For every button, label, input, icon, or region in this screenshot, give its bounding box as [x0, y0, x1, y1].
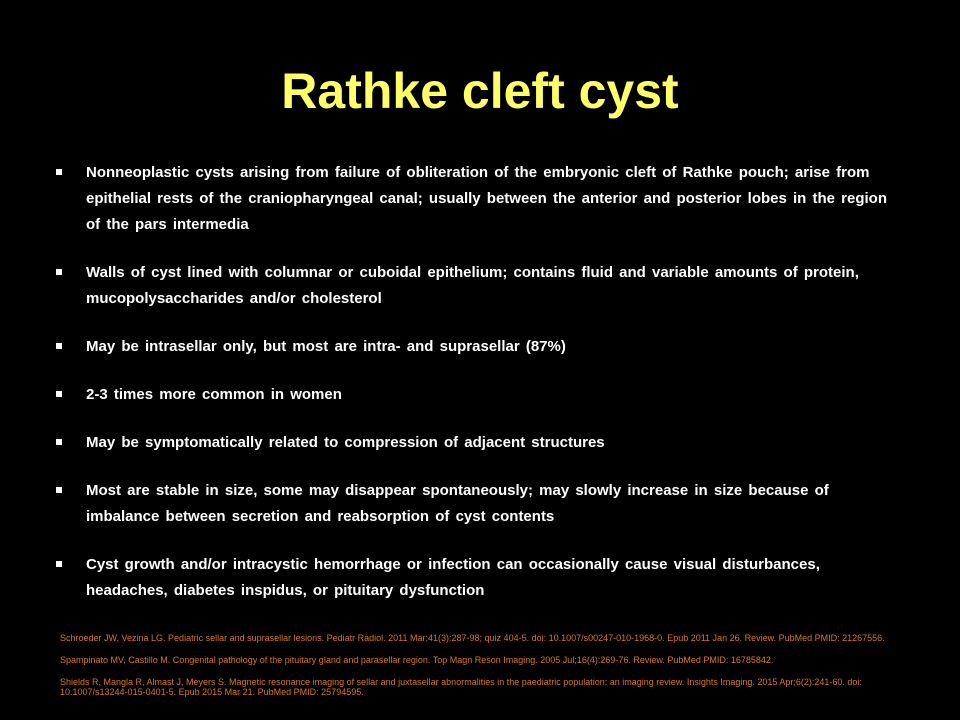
reference-item: Shields R, Mangla R, Almast J, Meyers S. Magnetic resonance imaging of sellar and juxtasellar abnormalities in the paediatric population: an imaging review. Insights Imaging. 2015 Apr;6(2):241-60. doi: 10.1007/s13244-015-0401-5. Epub 2015 Mar 21. PubMed PMID: 25794595.: [60, 677, 862, 697]
square-bullet-icon: [56, 169, 62, 175]
bullet-item: [50, 478, 900, 530]
bullet-item: [50, 334, 900, 360]
square-bullet-icon: [56, 269, 62, 275]
bullet-item: [50, 260, 900, 312]
bullet-text: Cyst growth and/or intracystic hemorrhage or infection can occasionally cause visual disturbances, headaches, diabetes inspidus, or pituitary dysfunction: [86, 556, 820, 599]
square-bullet-icon: [56, 561, 62, 567]
square-bullet-icon: [56, 343, 62, 349]
bullet-text: Walls of cyst lined with columnar or cuboidal epithelium; contains fluid and variable amounts of protein, mucopolysaccharides and/or cholesterol: [86, 264, 859, 307]
square-bullet-icon: [56, 439, 62, 445]
bullet-text: May be intrasellar only, but most are intra- and suprasellar (87%): [86, 338, 566, 355]
bullet-item: [50, 552, 900, 604]
reference-item: Schroeder JW, Vezina LG. Pediatric sellar and suprasellar lesions. Pediatr Radiol. 2011 Mar;41(3):287-98; quiz 404-5. doi: 10.1007/s00247-010-1968-0. Epub 2011 Jan 26. Review. PubMed PMID: 21267556.: [60, 633, 885, 643]
reference-list: [60, 633, 920, 709]
square-bullet-icon: [56, 487, 62, 493]
bullet-text: May be symptomatically related to compression of adjacent structures: [86, 434, 605, 451]
bullet-list: [50, 160, 900, 626]
reference-item: Spampinato MV, Castillo M. Congenital pathology of the pituitary gland and parasellar region. Top Magn Reson Imaging. 2005 Jul;16(4):269-76. Review. PubMed PMID: 16785842.: [60, 655, 774, 665]
slide-title: Rathke cleft cyst: [281, 63, 679, 119]
bullet-item: [50, 160, 900, 238]
bullet-item: [50, 430, 900, 456]
bullet-text: 2-3 times more common in women: [86, 386, 342, 403]
square-bullet-icon: [56, 391, 62, 397]
bullet-text: Nonneoplastic cysts arising from failure of obliteration of the embryonic cleft of Rathke pouch; arise from epithelial rests of the craniopharyngeal canal; usually between the anterior and posterior lobes in the region of the pars intermedia: [86, 164, 888, 233]
bullet-text: Most are stable in size, some may disappear spontaneously; may slowly increase in size because of imbalance between secretion and reabsorption of cyst contents: [86, 482, 829, 525]
bullet-item: [50, 382, 900, 408]
